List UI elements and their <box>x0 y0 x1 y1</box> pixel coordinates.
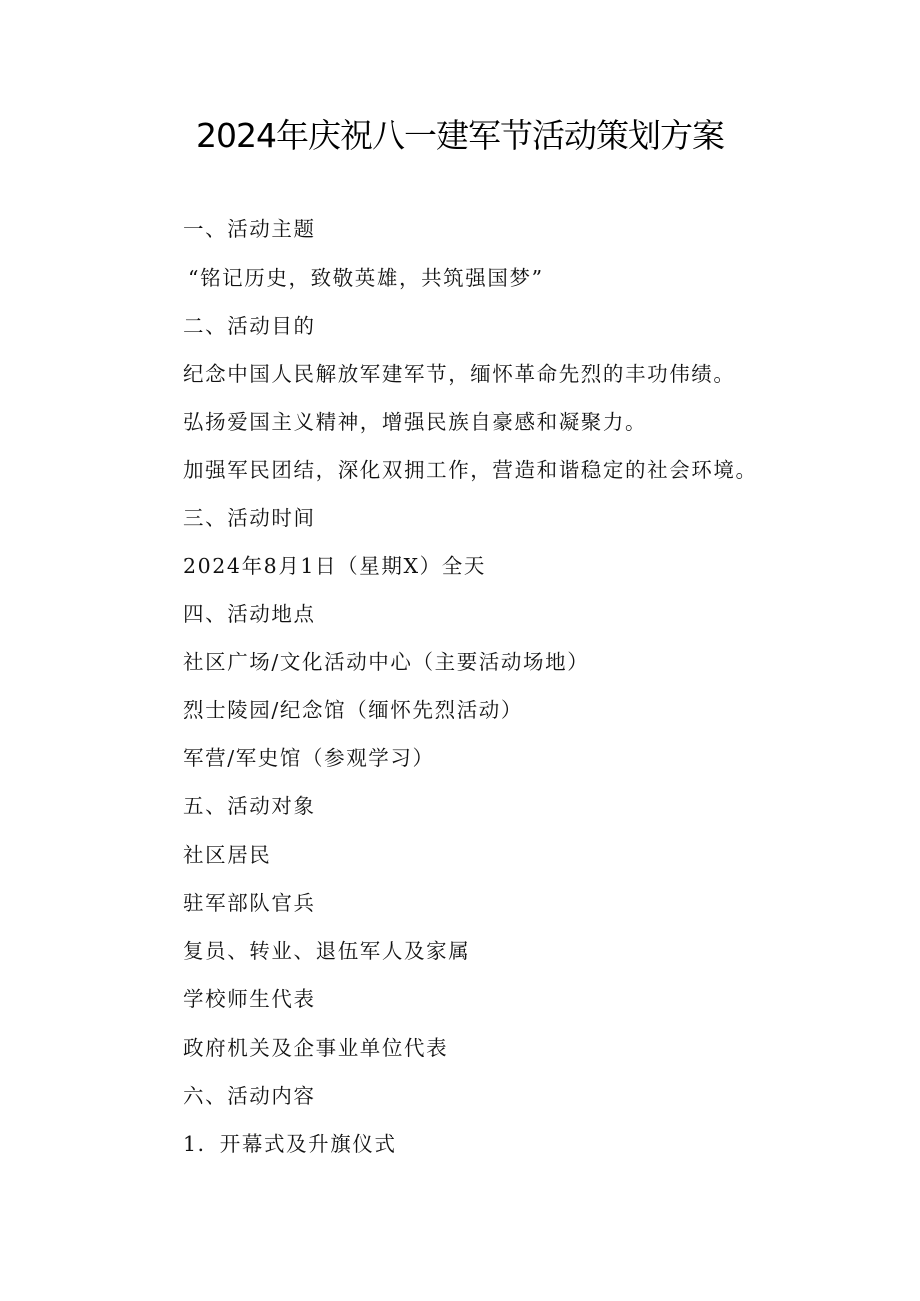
audience-item: 政府机关及企事业单位代表 <box>183 1036 449 1060</box>
section-heading-purpose: 二、活动目的 <box>183 314 316 338</box>
section-heading-audience: 五、活动对象 <box>183 794 316 818</box>
event-date: 2024年8月1日（星期X）全天 <box>183 554 486 578</box>
location-item: 军营/军史馆（参观学习） <box>183 746 435 770</box>
section-heading-location: 四、活动地点 <box>183 602 316 626</box>
document-title: 2024年庆祝八一建军节活动策划方案 <box>196 116 724 155</box>
section-heading-content: 六、活动内容 <box>183 1084 316 1108</box>
theme-slogan: “铭记历史，致敬英雄，共筑强国梦” <box>188 266 544 290</box>
section-heading-time: 三、活动时间 <box>183 506 316 530</box>
purpose-item: 弘扬爱国主义精神，增强民族自豪感和凝聚力。 <box>183 410 648 434</box>
location-item: 烈士陵园/纪念馆（缅怀先烈活动） <box>183 698 524 722</box>
audience-item: 复员、转业、退伍军人及家属 <box>183 939 471 963</box>
location-item: 社区广场/文化活动中心（主要活动场地） <box>183 650 590 674</box>
section-heading-theme: 一、活动主题 <box>183 217 316 241</box>
content-item-heading: 1．开幕式及升旗仪式 <box>183 1132 397 1156</box>
audience-item: 学校师生代表 <box>183 987 316 1011</box>
purpose-item: 纪念中国人民解放军建军节，缅怀革命先烈的丰功伟绩。 <box>183 362 736 386</box>
audience-item: 驻军部队官兵 <box>183 891 316 915</box>
audience-item: 社区居民 <box>183 843 272 867</box>
purpose-item: 加强军民团结，深化双拥工作，营造和谐稳定的社会环境。 <box>183 458 758 482</box>
